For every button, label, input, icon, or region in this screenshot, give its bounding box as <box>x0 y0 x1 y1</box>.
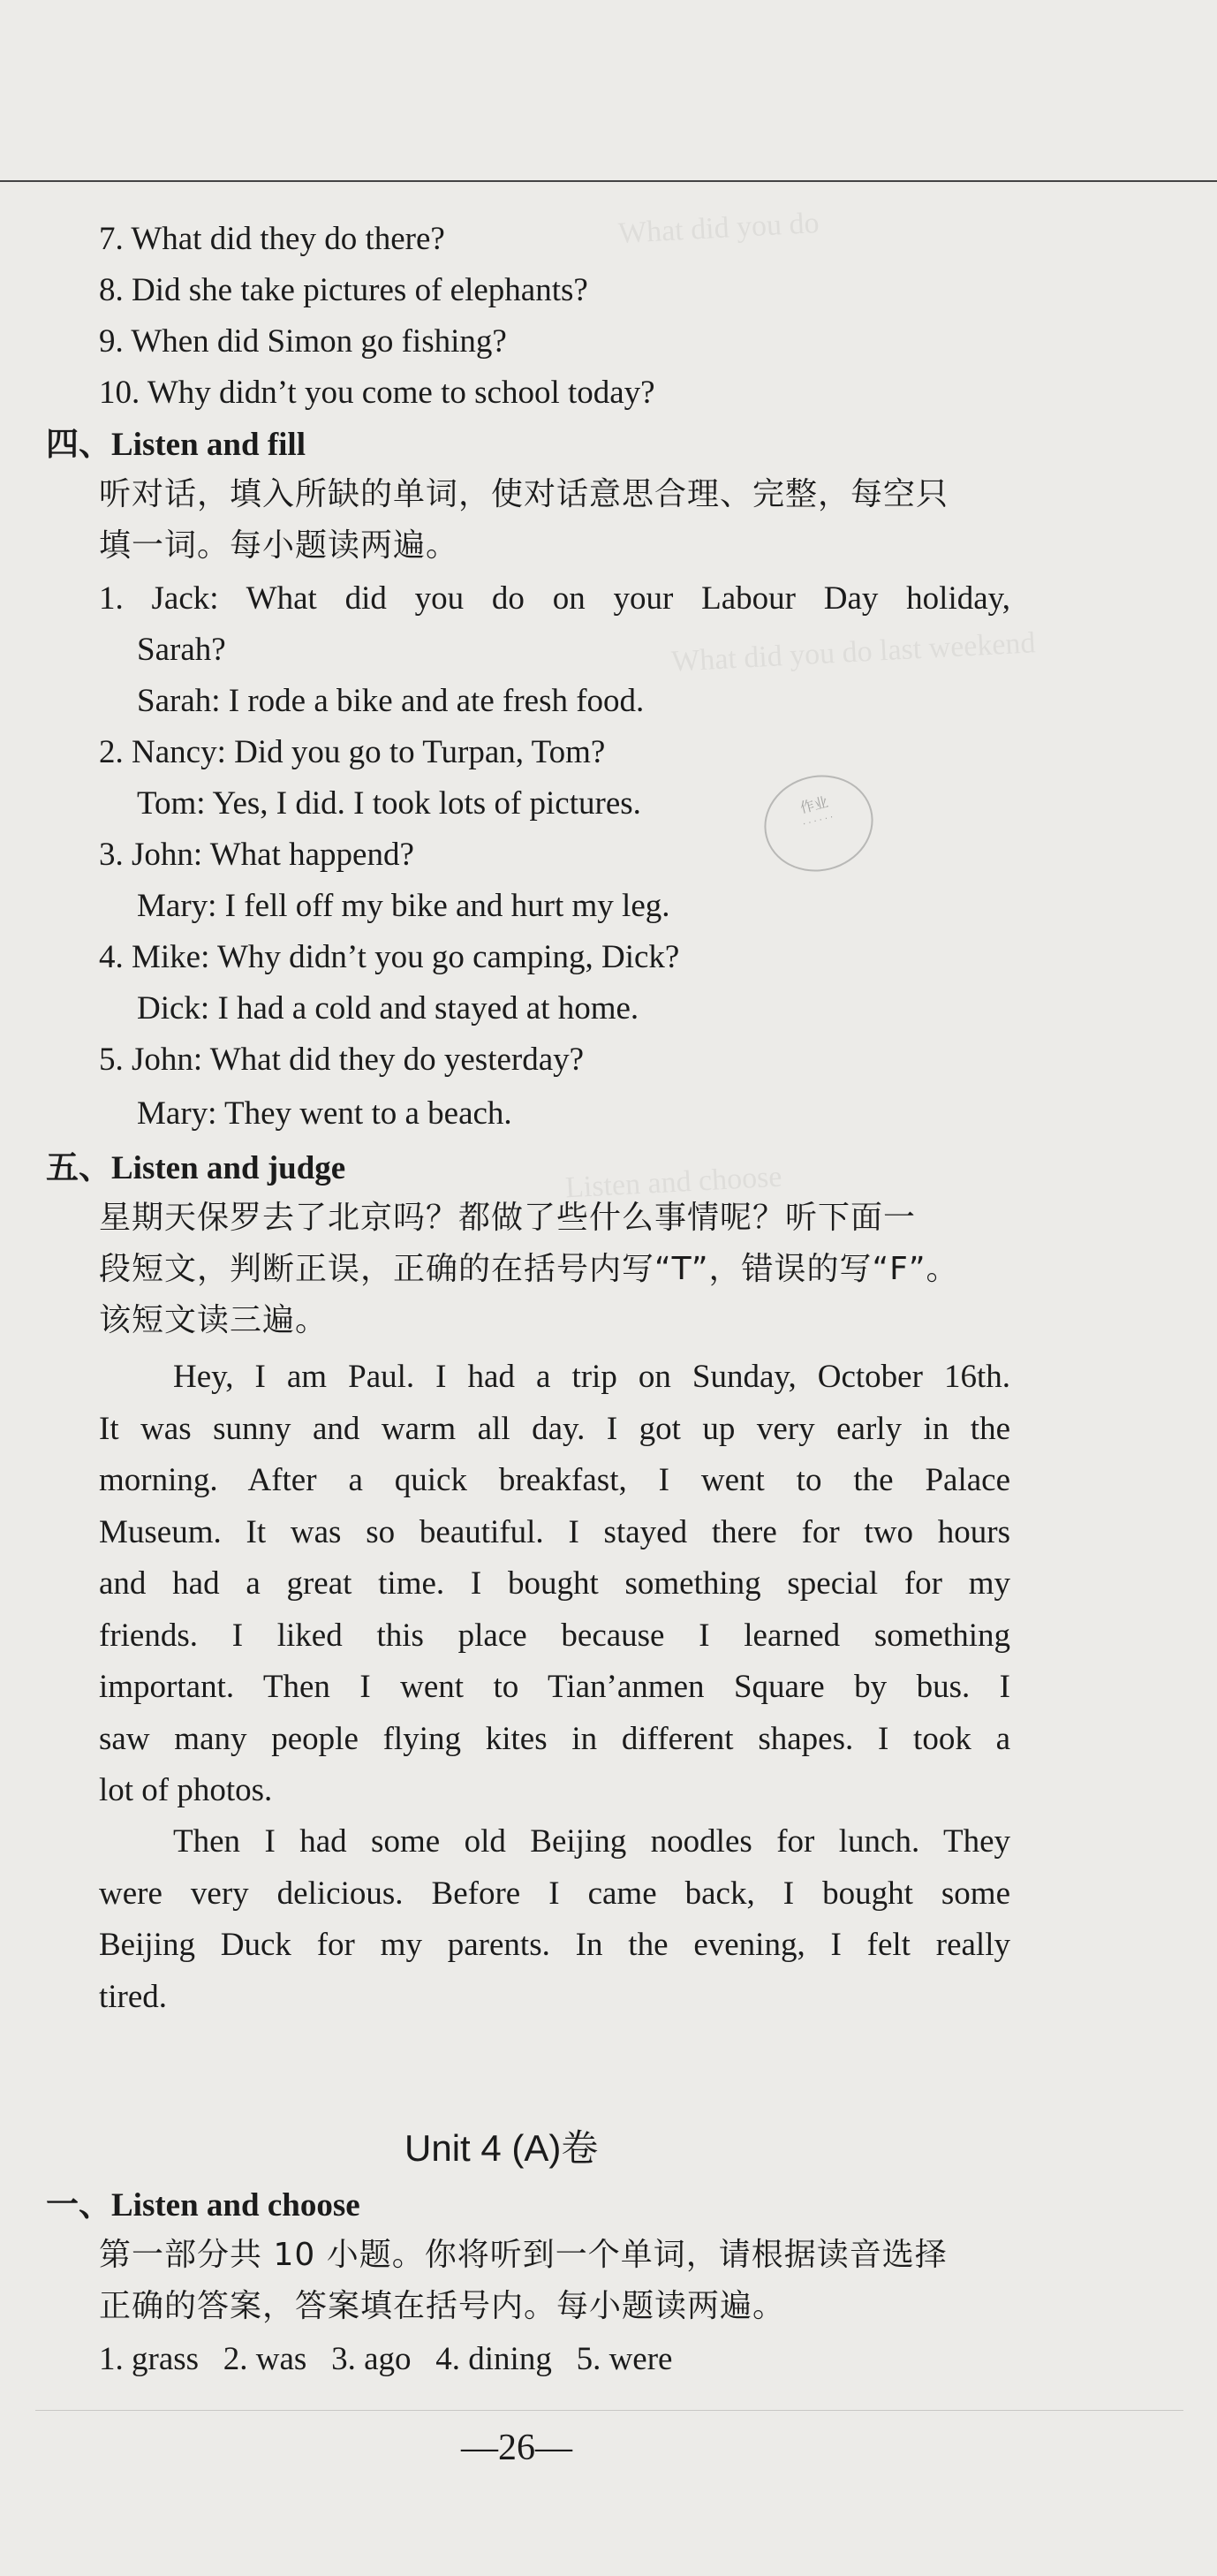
passage-paragraph-1 <box>99 1352 1010 1817</box>
page-number: —26— <box>461 2428 572 2468</box>
passage-line: lot of photos. <box>99 1772 273 1808</box>
question-item-8: 8. Did she take pictures of elephants? <box>99 272 588 308</box>
bleed-through-text: What did you do <box>617 207 820 250</box>
dialogue-line: Dick: I had a cold and stayed at home. <box>137 990 639 1027</box>
section-instruction-line: 该短文读三遍。 <box>99 1302 329 1338</box>
unit-title: Unit 4 (A)卷 <box>404 2127 599 2169</box>
passage-line: Museum. It was so beautiful. I stayed there for two hours <box>99 1513 1010 1550</box>
bleed-through-text: Listen and choose <box>564 1160 783 1205</box>
section-number: 五、 <box>46 1148 111 1186</box>
dialogue-line: Mary: I fell off my bike and hurt my leg. <box>137 888 670 924</box>
section-heading-listen-and-fill <box>46 422 306 466</box>
passage-line: It was sunny and warm all day. I got up very early in the <box>99 1410 1010 1447</box>
passage-line: friends. I liked this place because I learned something <box>99 1617 1010 1654</box>
dialogue-line: 5. John: What did they do yesterday? <box>99 1042 585 1078</box>
section-title: Listen and fill <box>111 427 306 463</box>
passage-line: saw many people flying kites in different shapes. I took a <box>99 1720 1010 1757</box>
dialogue-line: 4. Mike: Why didn’t you go camping, Dick? <box>99 939 680 975</box>
question-item-7: 7. What did they do there? <box>99 221 445 257</box>
question-item-9: 9. When did Simon go fishing? <box>99 323 507 360</box>
bottom-divider <box>35 2410 1183 2411</box>
section-instruction-line: 第一部分共 10 小题。你将听到一个单词，请根据读音选择 <box>99 2237 948 2273</box>
section-instruction-line: 正确的答案，答案填在括号内。每小题读两遍。 <box>99 2288 786 2324</box>
section-instruction-line: 段短文，判断正误，正确的在括号内写“T”，错误的写“F”。 <box>99 1251 959 1287</box>
word-list: 1. grass 2. was 3. ago 4. dining 5. were <box>99 2341 673 2377</box>
passage-line: Then I had some old Beijing noodles for lunch. They <box>173 1823 1010 1860</box>
dialogue-line: 2. Nancy: Did you go to Turpan, Tom? <box>99 734 606 770</box>
passage-line: Beijing Duck for my parents. In the evening, I felt really <box>99 1927 1010 1963</box>
top-divider <box>0 180 1217 182</box>
question-item-10: 10. Why didn’t you come to school today? <box>99 375 655 411</box>
section-number: 一、 <box>46 2185 111 2224</box>
dialogue-line: Sarah: I rode a bike and ate fresh food. <box>137 683 645 719</box>
passage-line: important. Then I went to Tian’anmen Square by bus. I <box>99 1669 1010 1705</box>
bleed-through-text: What did you do last weekend <box>670 626 1037 678</box>
section-heading-listen-and-judge <box>46 1146 345 1190</box>
dialogue-line: Tom: Yes, I did. I took lots of pictures. <box>137 785 641 822</box>
section-number: 四、 <box>46 424 111 463</box>
passage-line: tired. <box>99 1978 168 2015</box>
dialogue-line: 3. John: What happend? <box>99 837 414 873</box>
passage-line: Hey, I am Paul. I had a trip on Sunday, October 16th. <box>173 1359 1010 1395</box>
passage-line: morning. After a quick breakfast, I went to the Palace <box>99 1462 1010 1498</box>
faint-stamp-mark: 作业 · · · · · · <box>754 764 883 883</box>
dialogue-line: 1. Jack: What did you do on your Labour Day holiday, <box>99 580 1010 617</box>
passage-line: were very delicious. Before I came back, I bought some <box>99 1875 1010 1912</box>
section-title: Listen and judge <box>111 1150 346 1186</box>
dialogue-line: Mary: They went to a beach. <box>137 1095 512 1132</box>
section-instruction-line: 听对话，填入所缺的单词，使对话意思合理、完整，每空只 <box>99 476 949 512</box>
section-instruction-line: 星期天保罗去了北京吗？都做了些什么事情呢？听下面一 <box>99 1200 917 1236</box>
section-title: Listen and choose <box>111 2187 360 2224</box>
section-heading-listen-and-choose <box>46 2183 360 2227</box>
dialogue-line: Sarah? <box>137 632 226 668</box>
passage-line: and had a great time. I bought something special for my <box>99 1565 1010 1602</box>
section-instruction-line: 填一词。每小题读两遍。 <box>99 527 459 564</box>
passage-paragraph-2 <box>99 1816 1010 2023</box>
